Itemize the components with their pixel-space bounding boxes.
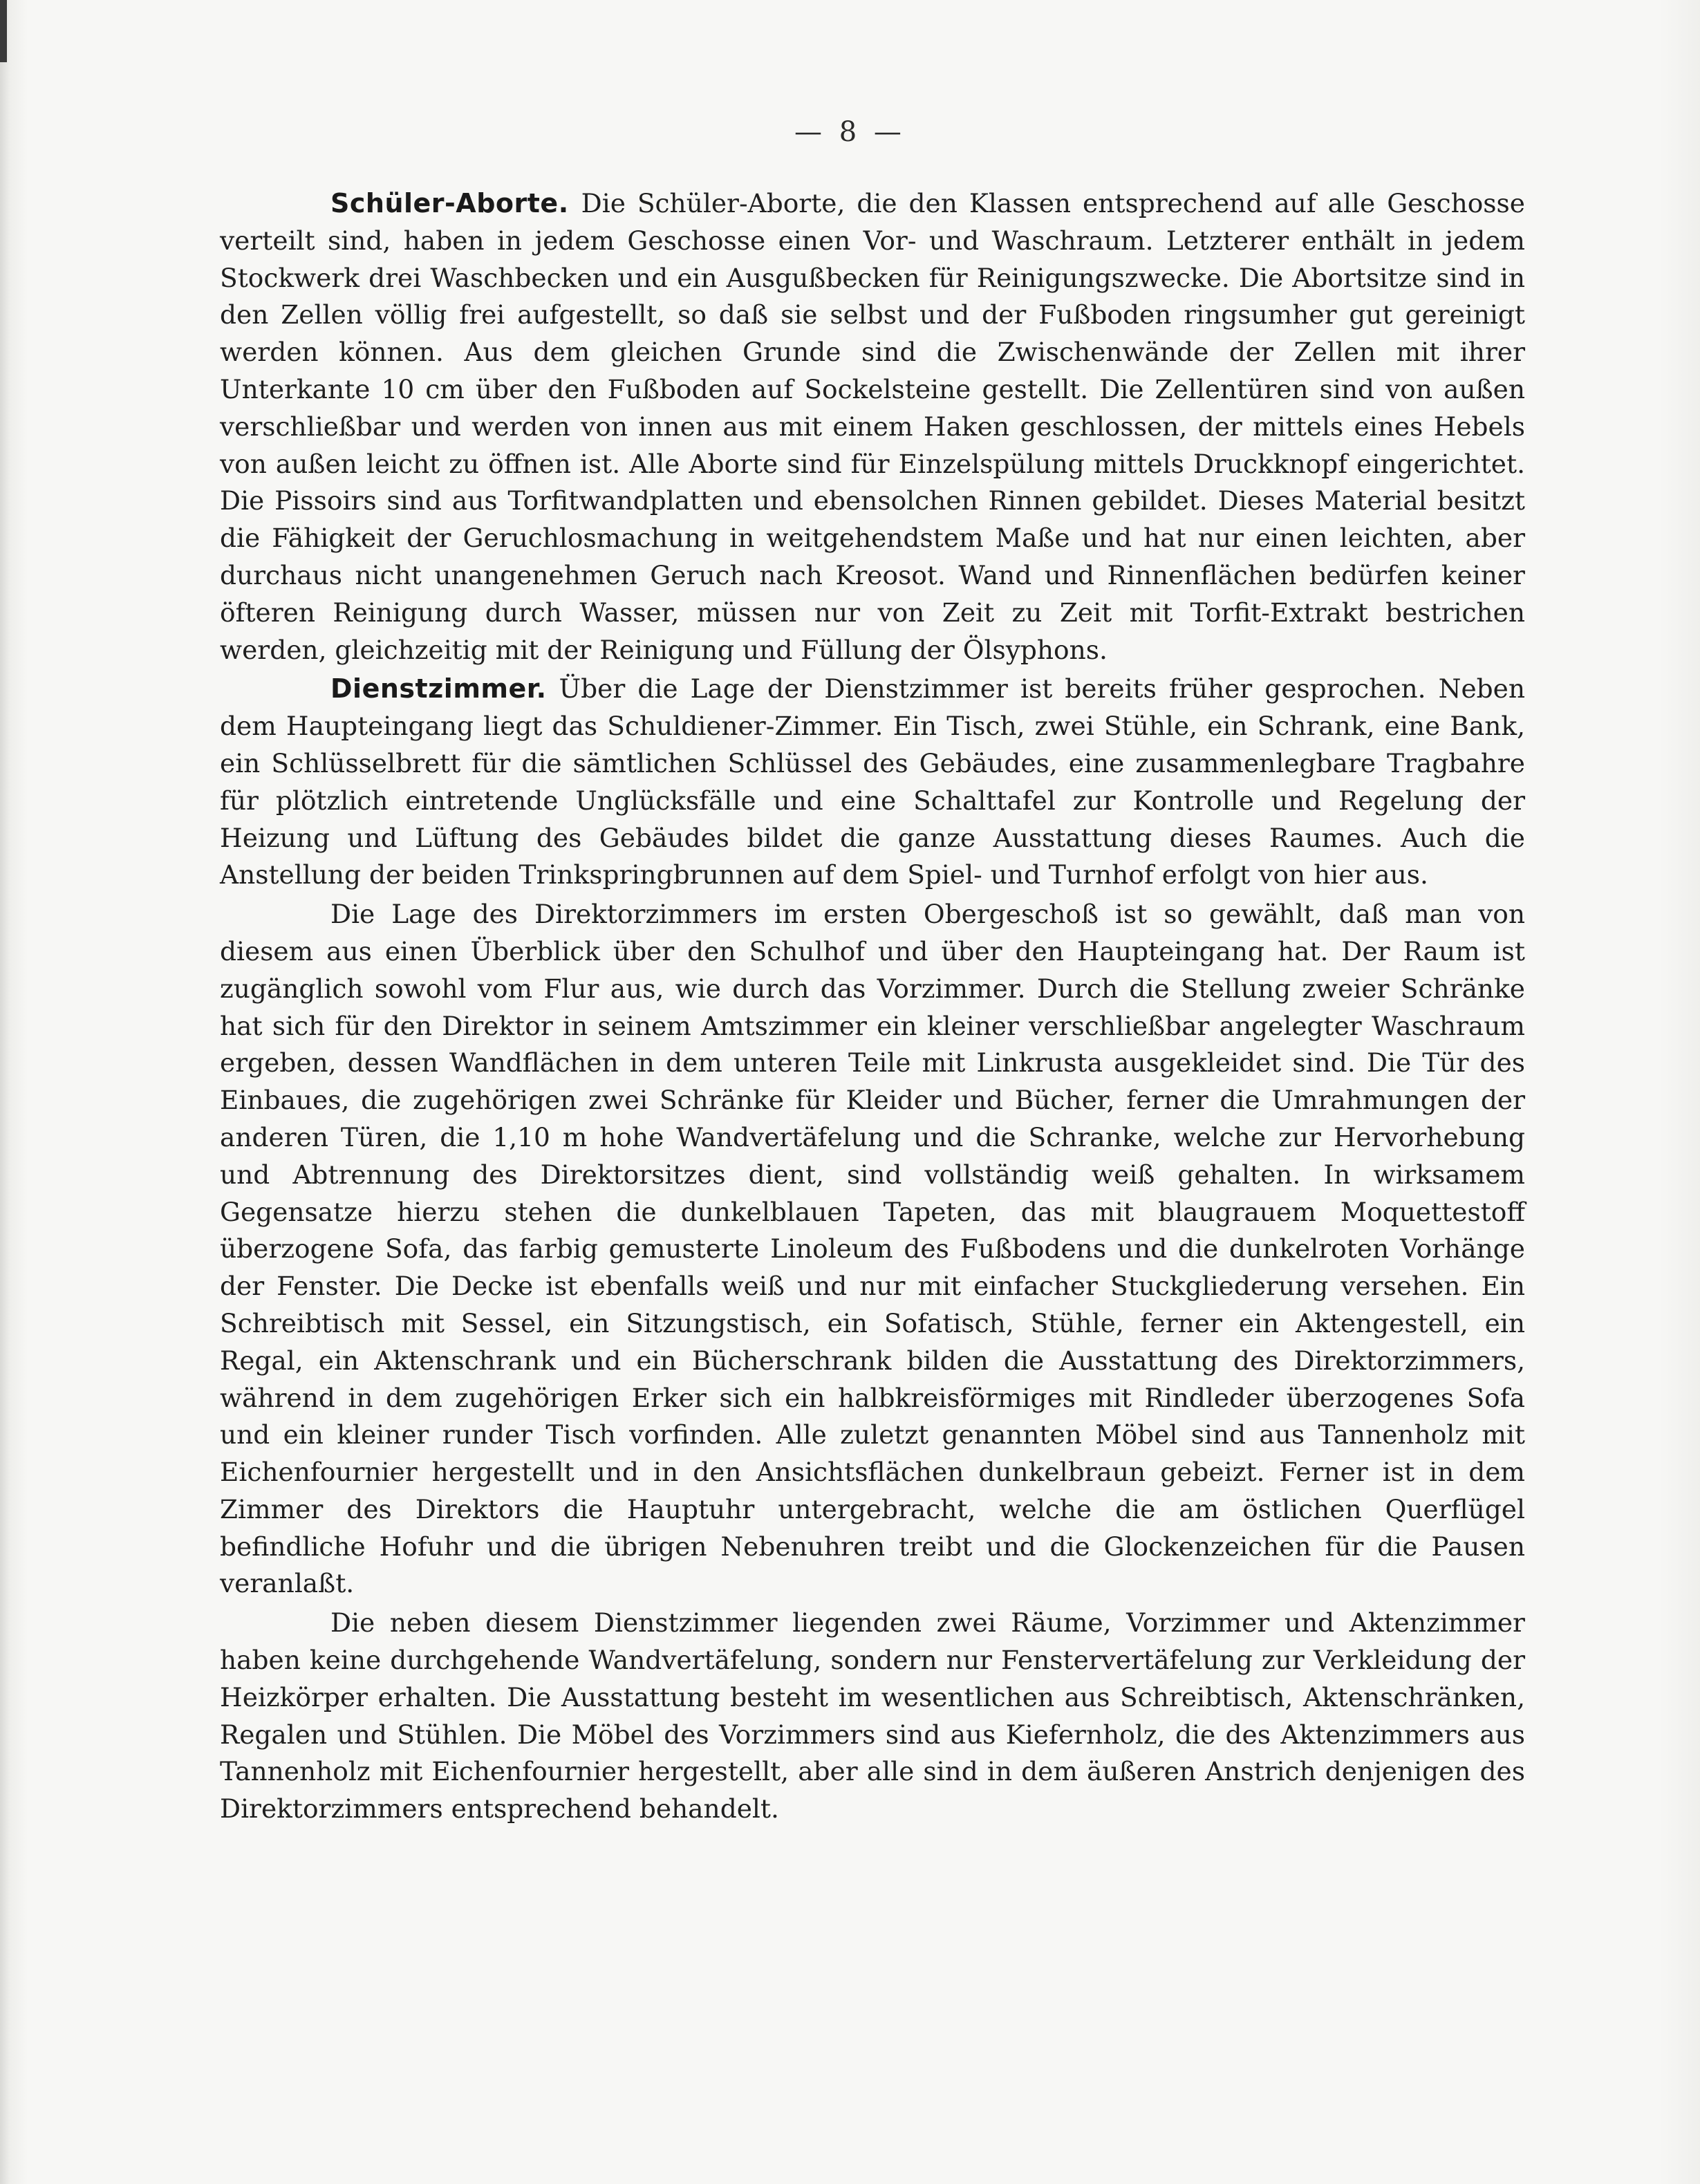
section-heading: Dienstzimmer. — [330, 673, 547, 704]
section-heading: Schüler-Aborte. — [330, 188, 569, 218]
paragraph: Über die Lage der Dienstzimmer ist bereits früher gesprochen. Neben dem Haupteingang liegt das Schuldiener-Zimmer. Ein Tisch, zwei Stühle, ein Schrank, eine Bank, ein Schlüsselbrett für die sämtlichen Schlüssel des Gebäudes, eine zusammenlegbare Tragbahre für plötzlich eintretende Unglücksfälle und eine Schalttafel zur Kontrolle und Regelung der Heizung und Lüftung des Gebäudes bildet die ganze Ausstattung dieses Raumes. Auch die Anstellung der beiden Trinkspringbrunnen auf dem Spiel- und Turnhof erfolgt von hier aus. — [220, 673, 1525, 890]
body-text — [220, 185, 1525, 1830]
section-dienstzimmer — [220, 671, 1525, 894]
paragraph: Die neben diesem Dienstzimmer liegenden zwei Räume, Vorzimmer und Aktenzimmer haben keine durchgehende Wandvertäfelung, sondern nur Fenstervertäfelung zur Verkleidung der Heizkörper erhalten. Die Ausstattung besteht im wesentlichen aus Schreibtisch, Aktenschränken, Regalen und Stühlen. Die Möbel des Vorzimmers sind aus Kiefernholz, die des Aktenzimmers aus Tannenholz mit Eichenfournier hergestellt, aber alle sind in dem äußeren Anstrich denjenigen des Direktorzimmers entsprechend behandelt. — [220, 1607, 1525, 1824]
page-edge-shadow — [0, 0, 7, 62]
page-number: — 8 — — [794, 116, 906, 148]
paragraph: Die Schüler-Aborte, die den Klassen entsprechend auf alle Geschosse verteilt sind, haben in jedem Geschosse einen Vor- und Waschraum. Letzterer enthält in jedem Stockwerk drei Waschbecken und ein Ausgußbecken für Reinigungszwecke. Die Abortsitze sind in den Zellen völlig frei aufgestellt, so daß sie selbst und der Fußboden ringsumher gut gereinigt werden können. Aus dem gleichen Grunde sind die Zwischenwände der Zellen mit ihrer Unterkante 10 cm über den Fußboden auf Sockelsteine gestellt. Die Zellentüren sind von außen verschließbar und werden von innen aus mit einem Haken geschlossen, der mittels eines Hebels von außen leicht zu öffnen ist. Alle Aborte sind für Einzelspülung mittels Druckknopf eingerichtet. Die Pissoirs sind aus Torfitwandplatten und ebensolchen Rinnen gebildet. Dieses Material besitzt die Fähigkeit der Geruchlosmachung in weitgehendstem Maße und hat nur einen leichten, aber durchaus nicht unangenehmen Geruch nach Kreosot. Wand und Rinnenflächen bedürfen keiner öfteren Reinigung durch Wasser, müssen nur von Zeit zu Zeit mit Torfit-Extrakt bestrichen werden, gleichzeitig mit der Reinigung und Füllung der Ölsyphons. — [220, 188, 1525, 665]
paragraph: Die Lage des Direktorzimmers im ersten Obergeschoß ist so gewählt, daß man von diesem aus einen Überblick über den Schulhof und über den Haupteingang hat. Der Raum ist zugänglich sowohl vom Flur aus, wie durch das Vorzimmer. Durch die Stellung zweier Schränke hat sich für den Direktor in seinem Amtszimmer ein kleiner verschließbar angelegter Waschraum ergeben, dessen Wandflächen in dem unteren Teile mit Linkrusta ausgekleidet sind. Die Tür des Einbaues, die zugehörigen zwei Schränke für Kleider und Bücher, ferner die Umrahmungen der anderen Türen, die 1,10 m hohe Wandvertäfelung und die Schranke, welche zur Hervorhebung und Abtrennung des Direktorsitzes dient, sind vollständig weiß gehalten. In wirksamem Gegensatze hierzu stehen die dunkelblauen Tapeten, das mit blaugrauem Moquettestoff überzogene Sofa, das farbig gemusterte Linoleum des Fußbodens und die dunkelroten Vorhänge der Fenster. Die Decke ist ebenfalls weiß und nur mit einfacher Stuckgliederung versehen. Ein Schreibtisch mit Sessel, ein Sitzungstisch, ein Sofatisch, Stühle, ferner ein Aktengestell, ein Regal, ein Aktenschrank und ein Bücherschrank bilden die Ausstattung des Direktorzimmers, während in dem zugehörigen Erker sich ein halbkreisförmiges mit Rindleder überzogenes Sofa und ein kleiner runder Tisch vorfinden. Alle zuletzt genannten Möbel sind aus Tannenholz mit Eichenfournier hergestellt und in den Ansichtsflächen dunkelbraun gebeizt. Ferner ist in dem Zimmer des Direktors die Hauptuhr untergebracht, welche die am östlichen Querflügel befindliche Hofuhr und die übrigen Nebenuhren treibt und die Glockenzeichen für die Pausen veranlaßt. — [220, 899, 1525, 1599]
section-schueler-aborte — [220, 185, 1525, 669]
